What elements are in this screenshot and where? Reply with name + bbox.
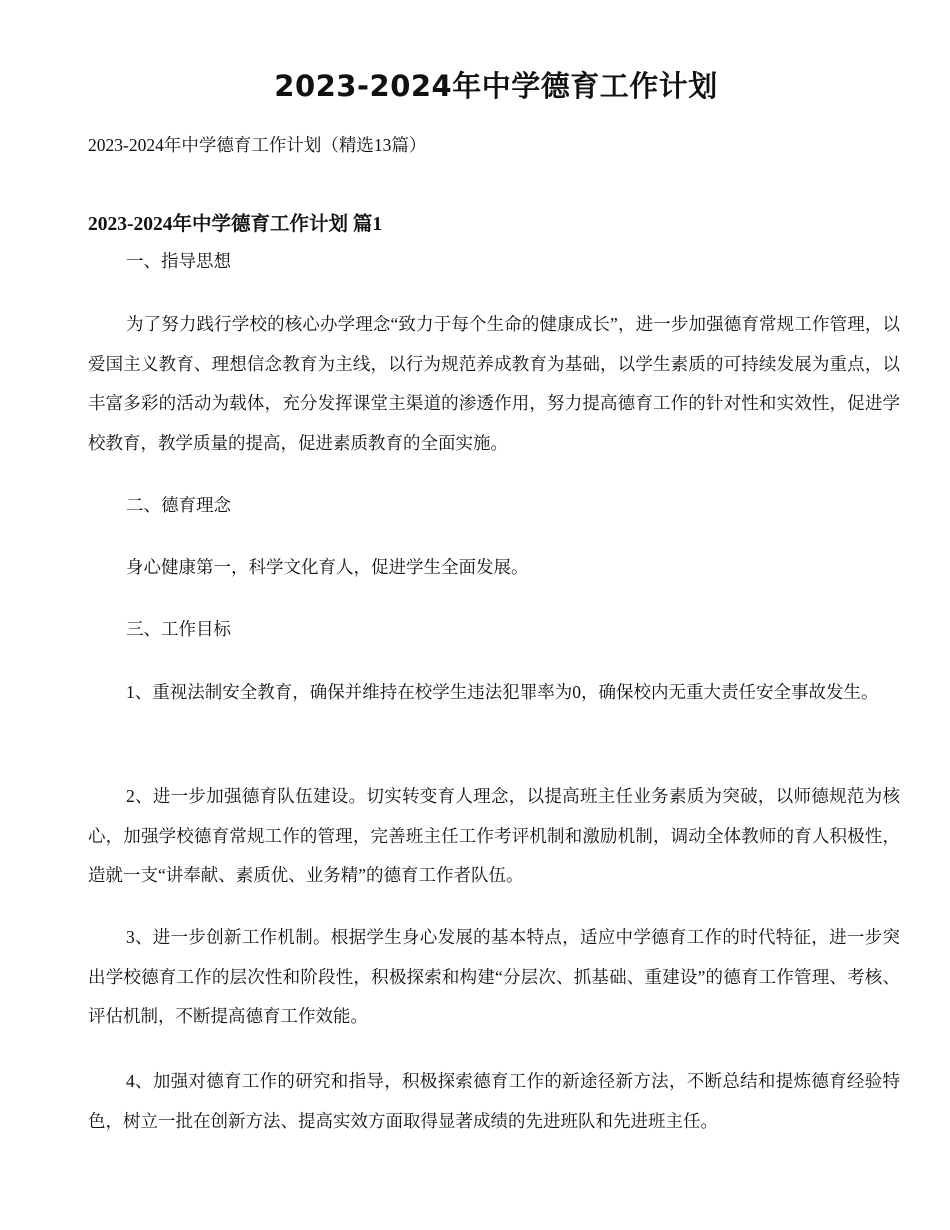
heading-guiding-ideology: 一、指导思想: [126, 251, 231, 271]
heading-moral-education-concept: 二、德育理念: [126, 495, 231, 515]
goal-item-1: 1、重视法制安全教育，确保并维持在校学生违法犯罪率为0，确保校内无重大责任安全事故发生。: [126, 682, 879, 702]
section-heading: 2023-2024年中学德育工作计划 篇1: [88, 214, 383, 235]
document-title: 2023-2024年中学德育工作计划: [274, 69, 718, 103]
paragraph-guiding-ideology: 为了努力践行学校的核心办学理念“致力于每个生命的健康成长”，进一步加强德育常规工作管理，以爱国主义教育、理想信念教育为主线，以行为规范养成教育为基础，以学生素质的可持续发展为重点，以丰富多彩的活动为载体，充分发挥课堂主渠道的渗透作用，努力提高德育工作的针对性和实效性，促进学校教育，教学质量的提高，促进素质教育的全面实施。: [88, 314, 900, 453]
goal-item-4: 4、加强对德育工作的研究和指导，积极探索德育工作的新途径新方法，不断总结和提炼德育经验特色，树立一批在创新方法、提高实效方面取得显著成绩的先进班队和先进班主任。: [88, 1071, 900, 1131]
goal-item-3: 3、进一步创新工作机制。根据学生身心发展的基本特点，适应中学德育工作的时代特征，进一步突出学校德育工作的层次性和阶段性，积极探索和构建“分层次、抓基础、重建设”的德育工作管理、考核、评估机制，不断提高德育工作效能。: [88, 927, 900, 1026]
heading-work-goals: 三、工作目标: [126, 619, 231, 639]
paragraph-moral-education-concept: 身心健康第一，科学文化育人，促进学生全面发展。: [126, 557, 529, 577]
goal-item-2: 2、进一步加强德育队伍建设。切实转变育人理念，以提高班主任业务素质为突破，以师德规范为核心，加强学校德育常规工作的管理，完善班主任工作考评机制和激励机制，调动全体教师的育人积极性，造就一支“讲奉献、素质优、业务精”的德育工作者队伍。: [88, 786, 900, 885]
document-subtitle: 2023-2024年中学德育工作计划（精选13篇）: [88, 135, 427, 155]
